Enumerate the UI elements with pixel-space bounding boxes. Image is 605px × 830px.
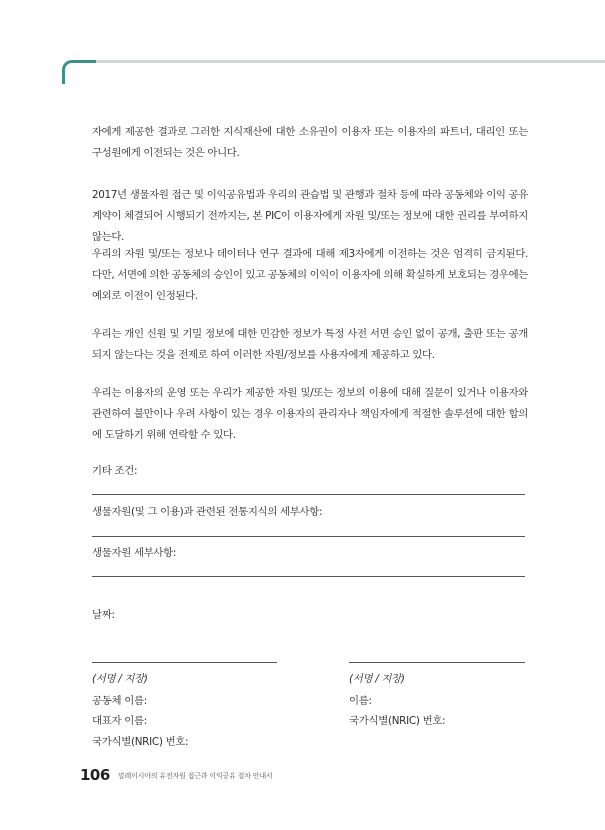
community-name-label: 공동체 이름: <box>92 695 147 707</box>
nric-label-left: 국가식별(NRIC) 번호: <box>92 736 189 748</box>
traditional-knowledge-line[interactable] <box>92 536 525 537</box>
signature-line-right[interactable] <box>349 662 525 663</box>
paragraph-third-party: 우리의 자원 및/또는 정보나 데이터나 연구 결과에 대해 제3자에게 이전하는 것은 엄격히 금지된다. 다만, 서면에 의한 공동체의 승인이 있고 공동체의 이익이 이용자에 의해 확실하게 보호되는 경우에는 예외로 이전이 인정된다. <box>92 248 528 302</box>
date-label: 날짜: <box>92 609 115 621</box>
signature-label-right: (서명 / 지장) <box>349 673 405 685</box>
name-label-right: 이름: <box>349 695 372 707</box>
representative-name-label: 대표자 이름: <box>92 715 147 727</box>
paragraph-confidentiality: 우리는 개인 신원 및 기밀 정보에 대한 민감한 정보가 특정 사전 서면 승인 없이 공개, 출판 또는 공개되지 않는다는 것을 전제로 하여 이러한 자원/정보를 사용자에게 제공하고 있다. <box>92 328 528 361</box>
footer-title: 말레이시아의 유전자원 접근과 이익공유 절차 안내서 <box>118 772 273 780</box>
paragraph-ip-ownership: 자에게 제공한 결과로 그러한 지식재산에 대한 소유권이 이용자 또는 이용자의 파트너, 대리인 또는 구성원에게 이전되는 것은 아니다. <box>92 126 528 159</box>
nric-label-right: 국가식별(NRIC) 번호: <box>349 715 446 727</box>
genetic-resource-details-label: 생물자원 세부사항: <box>92 547 177 559</box>
page-number: 106 <box>80 766 110 784</box>
genetic-resource-details-line[interactable] <box>92 576 525 577</box>
other-terms-line[interactable] <box>92 494 525 495</box>
paragraph-complaints: 우리는 이용자의 운영 또는 우리가 제공한 자원 및/또는 정보의 이용에 대해 질문이 있거나 이용자와 관련하여 불만이나 우려 사항이 있는 경우 이용자의 관리자나 책임자에게 적절한 솔루션에 대한 합의에 도달하기 위해 연락할 수 있다. <box>92 387 528 441</box>
signature-line-left[interactable] <box>92 662 277 663</box>
traditional-knowledge-label: 생물자원(및 그 이용)과 관련된 전통지식의 세부사항: <box>92 506 323 518</box>
corner-decoration <box>62 60 102 84</box>
signature-label-left: (서명 / 지장) <box>92 673 148 685</box>
paragraph-benefit-sharing: 2017년 생물자원 접근 및 이익공유법과 우리의 관습법 및 관행과 절차 등에 따라 공동체와 이익 공유 계약이 체결되어 시행되기 전까지는, 본 PIC이 이용자에게 자원 및/또는 정보에 대한 권리를 부여하지 않는다. <box>92 189 528 243</box>
header-rule <box>96 60 605 63</box>
other-terms-label: 기타 조건: <box>92 465 138 477</box>
